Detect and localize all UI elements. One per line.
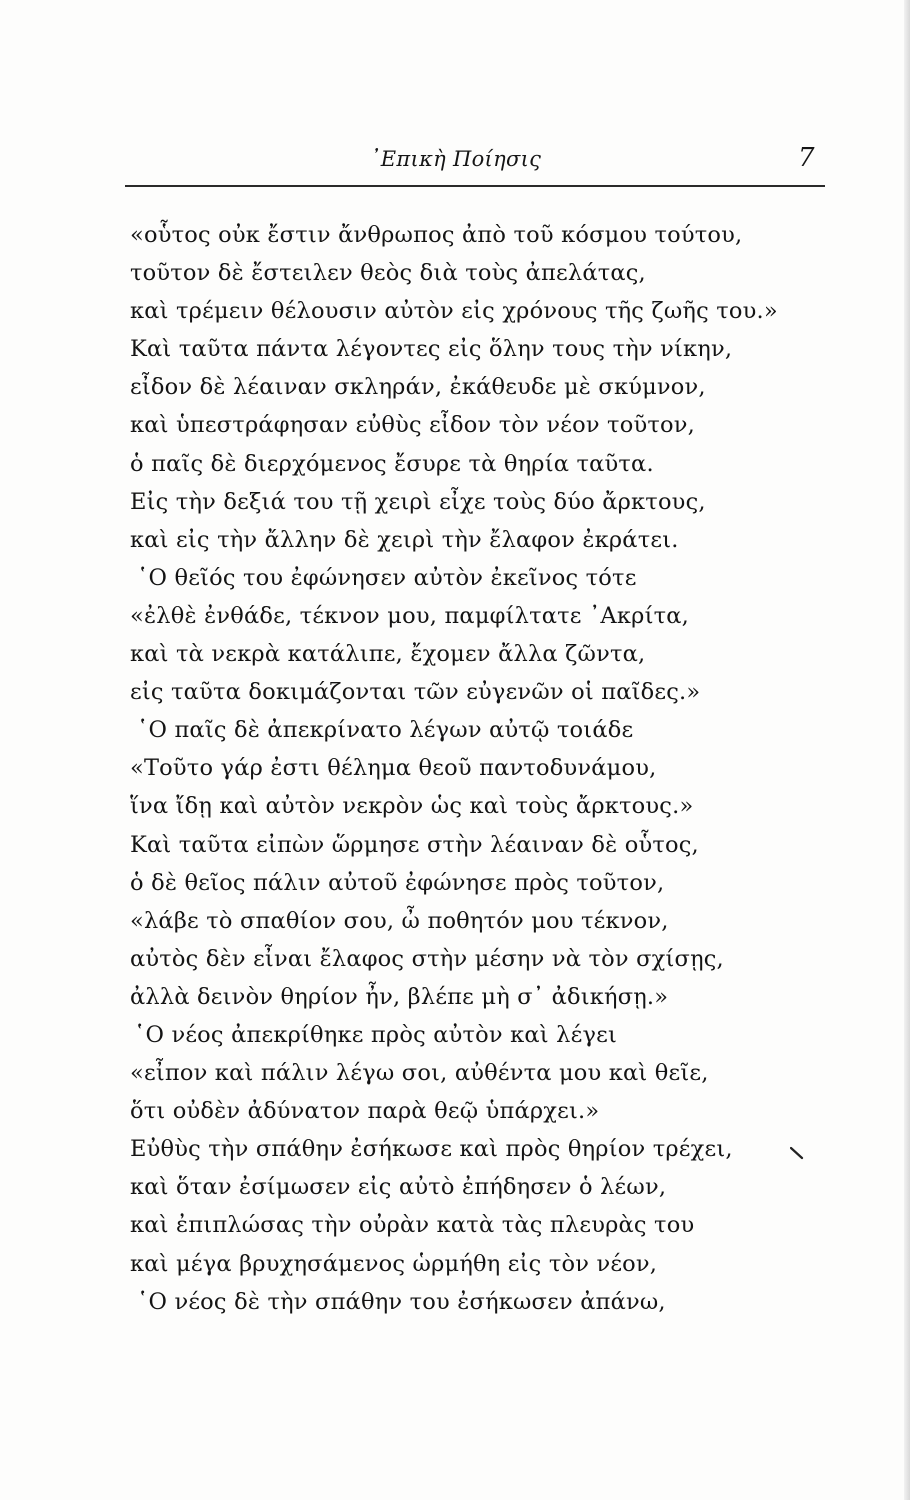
- poem-line: καὶ τρέμειν θέλουσιν αὐτὸν εἰς χρόνους τῆς ζωῆς του.»: [130, 298, 778, 325]
- poem-line: «οὗτος οὐκ ἔστιν ἄνθρωπος ἀπὸ τοῦ κόσμου τούτου,: [130, 222, 743, 248]
- running-title: ᾿Επικὴ Ποίησις: [370, 147, 542, 171]
- poem-line: Εὐθὺς τὴν σπάθην ἐσήκωσε καὶ πρὸς θηρίον τρέχει,: [130, 1136, 733, 1163]
- poem-line: καὶ τὰ νεκρὰ κατάλιπε, ἔχομεν ἄλλα ζῶντα,: [130, 641, 646, 668]
- poem-line: ἀλλὰ δεινὸν θηρίον ἦν, βλέπε μὴ σ᾿ ἀδικήσῃ.»: [130, 983, 669, 1010]
- poem-line: εἶδον δὲ λέαιναν σκληράν, ἐκάθευδε μὲ σκύμνον,: [130, 374, 706, 401]
- poem-line: Καὶ ταῦτα πάντα λέγοντες εἰς ὅλην τους τὴν νίκην,: [130, 336, 733, 363]
- poem-line: ἵνα ἴδῃ καὶ αὐτὸν νεκρὸν ὡς καὶ τοὺς ἄρκτους.»: [130, 793, 694, 820]
- poem-line: «εἶπον καὶ πάλιν λέγω σοι, αὐθέντα μου καὶ θεῖε,: [130, 1060, 709, 1087]
- poem-line: Εἰς τὴν δεξιά του τῇ χειρὶ εἶχε τοὺς δύο ἄρκτους,: [130, 488, 706, 515]
- poem-line: «ἐλθὲ ἐνθάδε, τέκνον μου, παμφίλτατε ᾿Ακρίτα,: [130, 602, 689, 629]
- poem-line: ῾Ο θεῖός του ἐφώνησεν αὐτὸν ἐκεῖνος τότε: [137, 564, 637, 591]
- poem-line: ῾Ο νέος ἀπεκρίθηκε πρὸς αὐτὸν καὶ λέγει: [134, 1021, 618, 1048]
- poem-line: Καὶ ταῦτα εἰπὼν ὥρμησε στὴν λέαιναν δὲ οὗτος,: [130, 831, 699, 858]
- poem-line: ῾Ο παῖς δὲ ἀπεκρίνατο λέγων αὐτῷ τοιάδε: [137, 717, 634, 744]
- poem-line: εἰς ταῦτα δοκιμάζονται τῶν εὐγενῶν οἱ παῖδες.»: [130, 679, 701, 706]
- poem-line: ὅτι οὐδὲν ἀδύνατον παρὰ θεῷ ὑπάρχει.»: [130, 1098, 600, 1125]
- poem-line: καὶ εἰς τὴν ἄλλην δὲ χειρὶ τὴν ἔλαφον ἐκράτει.: [130, 526, 679, 553]
- poem-line: «Τοῦτο γάρ ἐστι θέλημα θεοῦ παντοδυνάμου,: [130, 755, 657, 782]
- running-header: [0, 145, 910, 185]
- poem-line: ὁ δὲ θεῖος πάλιν αὐτοῦ ἐφώνησε πρὸς τοῦτον,: [130, 869, 665, 896]
- poem-text: [130, 216, 830, 1321]
- poem-line: τοῦτον δὲ ἔστειλεν θεὸς διὰ τοὺς ἀπελάτας,: [130, 260, 646, 287]
- poem-line: καὶ ἐπιπλώσας τὴν οὐρὰν κατὰ τὰς πλευρὰς του: [130, 1212, 695, 1239]
- poem-line: ῾Ο νέος δὲ τὴν σπάθην του ἐσήκωσεν ἀπάνω,: [137, 1288, 666, 1315]
- poem-line: καὶ μέγα βρυχησάμενος ὡρμήθη εἰς τὸν νέον,: [130, 1250, 658, 1277]
- page-edge-shadow: [904, 0, 910, 1500]
- header-rule: [125, 185, 825, 187]
- poem-line: ὁ παῖς δὲ διερχόμενος ἔσυρε τὰ θηρία ταῦτα.: [130, 450, 654, 477]
- stray-pen-mark: [790, 1146, 804, 1160]
- poem-line: «λάβε τὸ σπαθίον σου, ὦ ποθητόν μου τέκνον,: [130, 907, 669, 934]
- page-number: 7: [798, 143, 815, 173]
- poem-line: καὶ ὅταν ἐσίμωσεν εἰς αὐτὸ ἐπήδησεν ὁ λέων,: [130, 1174, 667, 1201]
- poem-line: αὐτὸς δὲν εἶναι ἔλαφος στὴν μέσην νὰ τὸν σχίσῃς,: [130, 945, 724, 972]
- poem-line: καὶ ὑπεστράφησαν εὐθὺς εἶδον τὸν νέον τοῦτον,: [130, 412, 695, 439]
